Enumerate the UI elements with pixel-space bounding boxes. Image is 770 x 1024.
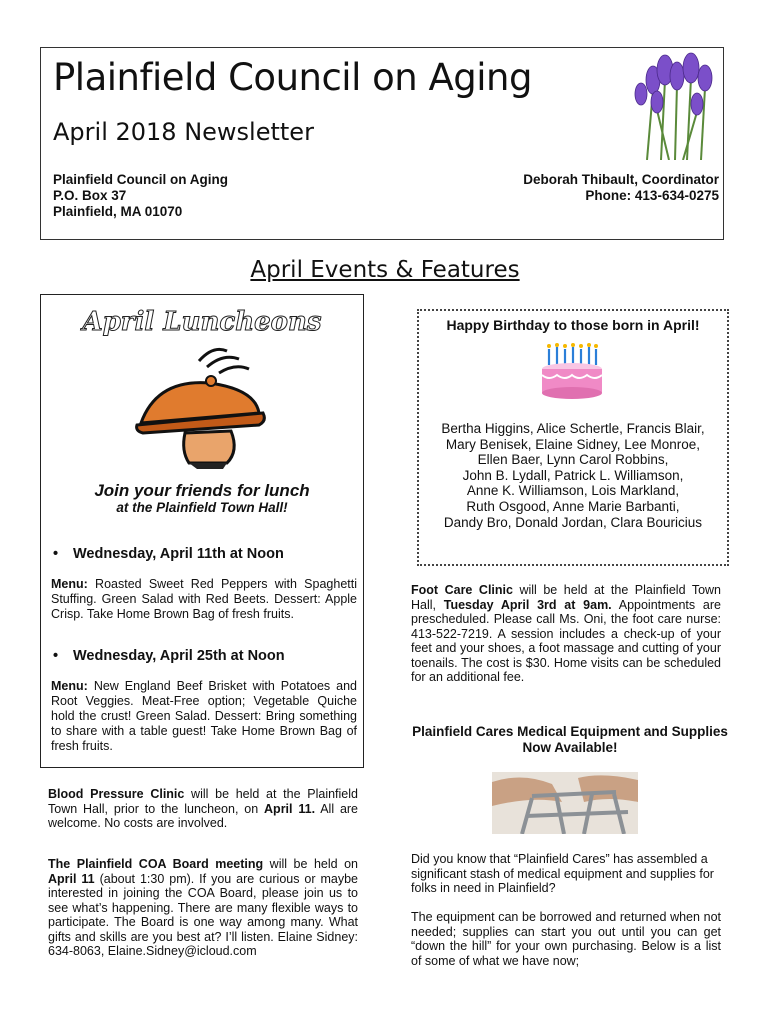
birthday-cake-icon [539, 343, 605, 401]
menu-text: Roasted Sweet Red Peppers with Spaghetti Stuffing. Green Salad with Red Beets. Dessert: Apple Crisp. Take Home Brown Bag of fresh fruits. [51, 577, 357, 621]
board-meeting-text: will be held on [263, 857, 358, 871]
serving-platter-image [127, 343, 277, 469]
birthday-names-line: Bertha Higgins, Alice Schertle, Francis Blair, [441, 421, 705, 436]
birthday-box [417, 309, 729, 566]
blood-pressure-paragraph [48, 787, 358, 831]
menu-label: Menu: [51, 679, 88, 693]
luncheon-date-text: Wednesday, April 25th at Noon [73, 648, 285, 664]
luncheon-title: April Luncheons [82, 307, 322, 337]
newsletter-title: Plainfield Council on Aging [53, 56, 532, 99]
section-title: April Events & Features [250, 257, 520, 283]
luncheon-menu-1 [51, 577, 357, 622]
mailing-address [53, 172, 228, 220]
luncheon-date-text: Wednesday, April 11th at Noon [73, 546, 284, 562]
luncheon-box [40, 294, 364, 768]
blood-pressure-text: All are welcome. No costs are involved. [48, 801, 359, 830]
luncheon-menu-2 [51, 679, 357, 754]
birthday-names-line: Mary Benisek, Elaine Sidney, Lee Monroe, [445, 436, 701, 452]
foot-care-date: Tuesday April 3rd at 9am. [443, 597, 612, 612]
blood-pressure-text: will be held at the Plainfield Town Hall, prior to the luncheon, on [48, 787, 358, 816]
cares-paragraph-1: Did you know that “Plainfield Cares” has assembled a significant stash of medical equipment and supplies for folks in need in Plainfield? [411, 852, 714, 895]
foot-care-text: Appointments are prescheduled. Please call Ms. Oni, the foot care nurse: 413-522-7219. A session includes a check-up of your feet and your shoes, a foot massage and cutting of your toenails. The cost is $30. Home visits can be scheduled for an additional fee. [411, 597, 721, 684]
luncheon-location: at the Plainfield Town Hall! [116, 500, 288, 515]
coordinator-phone: Phone: 413-634-0275 [585, 188, 719, 203]
address-line: Plainfield, MA 01070 [53, 204, 183, 219]
birthday-names-line: John B. Lydall, Patrick L. Williamson, [462, 467, 684, 483]
crocus-flowers-image [627, 50, 719, 160]
birthday-names-line: Ellen Baer, Lynn Carol Robbins, [477, 452, 669, 468]
menu-label: Menu: [51, 577, 88, 591]
luncheon-date-2: • Wednesday, April 25th at Noon [53, 648, 285, 664]
birthday-names-line: Anne K. Williamson, Lois Markland, [466, 483, 680, 499]
birthday-names-line: Ruth Osgood, Anne Marie Barbanti, [466, 498, 680, 514]
foot-care-paragraph [411, 583, 721, 685]
birthday-title: Happy Birthday to those born in April! [446, 317, 700, 333]
luncheon-date-1: • Wednesday, April 11th at Noon [53, 546, 284, 562]
cares-title: Plainfield Cares Medical Equipment and Supplies Now Available! [412, 724, 728, 755]
blood-pressure-date: April 11. [264, 801, 316, 816]
board-meeting-text: (about 1:30 pm). If you are curious or maybe interested in joining the COA Board, please join us to see what’s happening. There are many flexible ways to participate. The Board is one way among many. What gifts and skills are you best at? I’ll listen. Elaine Sidney: 634-8063, Elaine.Sidney@icloud.com [48, 871, 358, 958]
address-line: P.O. Box 37 [53, 188, 127, 203]
cares-paragraph-2: The equipment can be borrowed and returned when not needed; supplies can start you out until you can get “down the hill” for your own purchasing. Below is a list of some of what we have now; [411, 910, 721, 968]
luncheon-join-text: Join your friends for lunch [94, 481, 310, 500]
menu-text: New England Beef Brisket with Potatoes and Root Veggies. Meat-Free option; Vegetable Quiche hold the crust! Green Salad. Dessert: Bring something to share with a table guest! Take Home Brown Bag of fresh fruits. [51, 679, 357, 753]
coordinator-contact [523, 172, 719, 204]
birthday-names-line: Dandy Bro, Donald Jordan, Clara Bouricius [443, 514, 703, 530]
walker-image [492, 772, 638, 834]
birthday-names [419, 421, 727, 530]
board-meeting-label: The Plainfield COA Board meeting [48, 857, 264, 871]
foot-care-label: Foot Care Clinic [411, 583, 513, 597]
blood-pressure-label: Blood Pressure Clinic [48, 787, 185, 801]
board-meeting-paragraph [48, 857, 358, 959]
board-meeting-date: April 11 [48, 871, 95, 886]
coordinator-name: Deborah Thibault, Coordinator [523, 172, 719, 187]
foot-care-text: will be held at the Plainfield Town Hall, [411, 583, 721, 612]
newsletter-subtitle: April 2018 Newsletter [53, 118, 314, 146]
newsletter-header [40, 47, 724, 240]
address-line: Plainfield Council on Aging [53, 172, 228, 187]
